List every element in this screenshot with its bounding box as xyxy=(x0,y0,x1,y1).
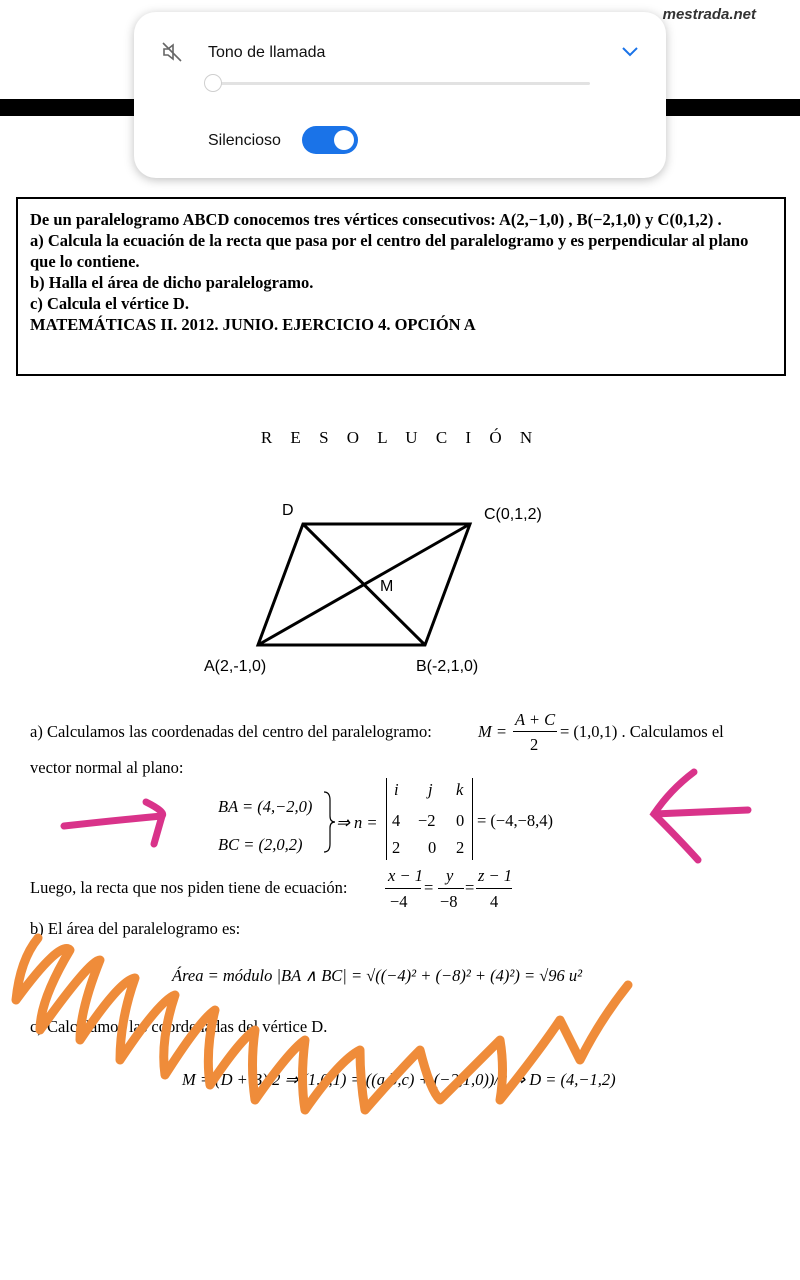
silent-toggle[interactable] xyxy=(302,126,358,154)
eq-den-3: 4 xyxy=(490,892,499,911)
eq-bar-3 xyxy=(476,888,512,889)
frac-num: A + C xyxy=(515,710,556,729)
volume-slider-thumb[interactable] xyxy=(204,74,222,92)
silent-label: Silencioso xyxy=(208,132,281,149)
det-r3c2: 0 xyxy=(428,838,437,857)
bc-vector: BC = (2,0,2) xyxy=(218,835,303,854)
det-bar-left xyxy=(386,778,387,860)
m-result: = (1,0,1) . Calculamos el xyxy=(560,722,724,741)
m-formula: M = xyxy=(478,722,508,741)
problem-line-2: a) Calcula la ecuación de la recta que pasa por el centro del paralelogramo y es perpendicular al plano que lo contiene. xyxy=(30,231,749,271)
normal-vector-intro: vector normal al plano: xyxy=(30,758,184,777)
eq-sign-1: = xyxy=(424,878,434,897)
label-a: A(2,-1,0) xyxy=(204,658,267,675)
problem-line-3: b) Halla el área de dicho paralelogramo. xyxy=(30,273,314,292)
chevron-down-icon[interactable] xyxy=(620,42,640,62)
problem-statement xyxy=(16,197,786,376)
label-d: D xyxy=(282,502,294,519)
eq-bar-2 xyxy=(438,888,464,889)
eq-bar-1 xyxy=(385,888,421,889)
muted-speaker-icon[interactable] xyxy=(160,40,184,64)
ringtone-label: Tono de llamada xyxy=(208,44,326,61)
eq-den-1: −4 xyxy=(390,892,408,911)
det-bar-right xyxy=(472,778,473,860)
det-r3c1: 2 xyxy=(392,838,401,857)
det-r2c3: 0 xyxy=(456,811,465,830)
frac-den: 2 xyxy=(530,735,539,754)
line-eq-intro: Luego, la recta que nos piden tiene de ecuación: xyxy=(30,878,348,897)
brace xyxy=(322,790,336,854)
volume-panel xyxy=(134,12,666,178)
ba-vector: BA = (4,−2,0) xyxy=(218,797,313,816)
vertex-d-formula: M = (D + B)/2 ⇒ (1,0,1) = ((a,b,c) + (−2,1,0))/2 ⇒ D = (4,−1,2) xyxy=(182,1070,616,1089)
toggle-knob xyxy=(334,130,354,150)
eq-num-1: x − 1 xyxy=(388,866,423,885)
part-a-intro: a) Calculamos las coordenadas del centro del paralelogramo: xyxy=(30,722,432,741)
det-r1c2: j xyxy=(428,780,433,799)
eq-num-3: z − 1 xyxy=(478,866,513,885)
det-r1c1: i xyxy=(394,780,399,799)
problem-line-1: De un paralelogramo ABCD conocemos tres vértices consecutivos: A(2,−1,0) , B(−2,1,0) y C(0,1,2) . xyxy=(30,210,722,229)
part-b-intro: b) El área del paralelogramo es: xyxy=(30,919,241,938)
det-r3c3: 2 xyxy=(456,838,465,857)
eq-sign-2: = xyxy=(465,878,475,897)
det-r1c3: k xyxy=(456,780,464,799)
part-c-intro: c) Calculamos las coordenadas del vértice D. xyxy=(30,1017,328,1036)
eq-num-2: y xyxy=(446,866,454,885)
site-watermark: mestrada.net xyxy=(662,6,756,23)
det-result: = (−4,−8,4) xyxy=(477,811,554,830)
eq-den-2: −8 xyxy=(440,892,458,911)
det-r2c2: −2 xyxy=(418,811,436,830)
problem-line-4: c) Calcula el vértice D. xyxy=(30,294,189,313)
volume-slider[interactable] xyxy=(208,82,590,85)
pink-arrow-left-icon xyxy=(640,760,760,870)
frac-bar xyxy=(513,731,557,732)
label-m: M xyxy=(380,578,394,595)
label-c: C(0,1,2) xyxy=(484,506,542,523)
implies-n: ⇒ n = xyxy=(336,813,378,832)
area-formula: Área = módulo |BA ∧ BC| = √((−4)² + (−8)² + (4)²) = √96 u² xyxy=(172,966,583,985)
pink-arrow-right-icon xyxy=(58,790,178,860)
det-r2c1: 4 xyxy=(392,811,401,830)
resolution-heading: R E S O L U C I Ó N xyxy=(260,428,540,447)
label-b: B(-2,1,0) xyxy=(416,658,479,675)
problem-line-5: MATEMÁTICAS II. 2012. JUNIO. EJERCICIO 4. OPCIÓN A xyxy=(30,315,476,334)
orange-scribble xyxy=(0,900,800,1140)
